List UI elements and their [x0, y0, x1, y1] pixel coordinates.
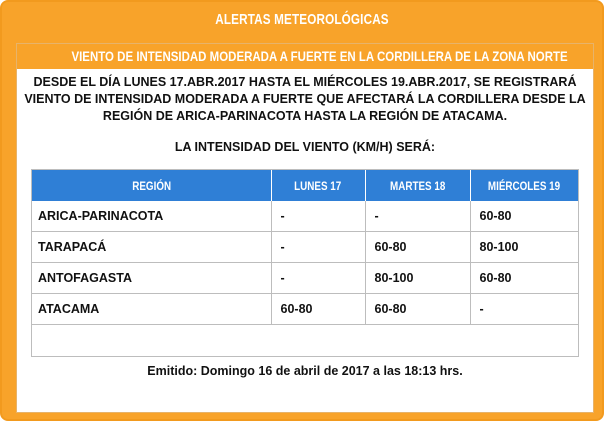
panel-title: ALERTAS METEOROLÓGICAS — [215, 11, 389, 28]
table-header-row — [32, 170, 578, 201]
header-monday: LUNES 17 — [271, 170, 365, 201]
region-cell: ARICA-PARINACOTA — [32, 201, 271, 232]
value-cell: - — [470, 294, 578, 325]
table-row — [32, 294, 578, 325]
value-cell: 60-80 — [470, 201, 578, 232]
wind-table-container — [31, 169, 579, 357]
region-cell: TARAPACÁ — [32, 232, 271, 263]
alert-heading — [17, 44, 593, 69]
table-row — [32, 232, 578, 263]
header-wednesday: MIÉRCOLES 19 — [470, 170, 578, 201]
emitted-timestamp: Emitido: Domingo 16 de abril de 2017 a las 18:13 hrs. — [147, 364, 463, 378]
header-region: REGIÓN — [32, 170, 271, 201]
value-cell: 80-100 — [365, 263, 470, 294]
intensity-label: LA INTENSIDAD DEL VIENTO (KM/H) SERÁ: — [174, 140, 436, 154]
value-cell: 60-80 — [271, 294, 365, 325]
value-cell: 60-80 — [365, 232, 470, 263]
alert-description: DESDE EL DÍA LUNES 17.ABR.2017 HASTA EL MIÉRCOLES 19.ABR.2017, SE REGISTRARÁ VIENTO DE INTENSIDAD MODERADA A FUERTE QUE AFECTARÁ LA CORDILLERA DESDE LA REGIÓN DE ARICA-PARINACOTA HASTA LA REGIÓN DE ATACAMA. — [24, 75, 586, 123]
value-cell: - — [271, 263, 365, 294]
value-cell: 80-100 — [470, 232, 578, 263]
header-tuesday: MARTES 18 — [365, 170, 470, 201]
alert-heading-text: VIENTO DE INTENSIDAD MODERADA A FUERTE EN LA CORDILLERA DE LA ZONA NORTE — [71, 48, 568, 64]
value-cell: 60-80 — [470, 263, 578, 294]
table-row — [32, 263, 578, 294]
wind-table — [32, 170, 578, 325]
region-cell: ATACAMA — [32, 294, 271, 325]
value-cell: - — [271, 201, 365, 232]
value-cell: - — [271, 232, 365, 263]
value-cell: 60-80 — [365, 294, 470, 325]
region-cell: ANTOFAGASTA — [32, 263, 271, 294]
table-row — [32, 201, 578, 232]
value-cell: - — [365, 201, 470, 232]
alert-card — [16, 43, 594, 413]
